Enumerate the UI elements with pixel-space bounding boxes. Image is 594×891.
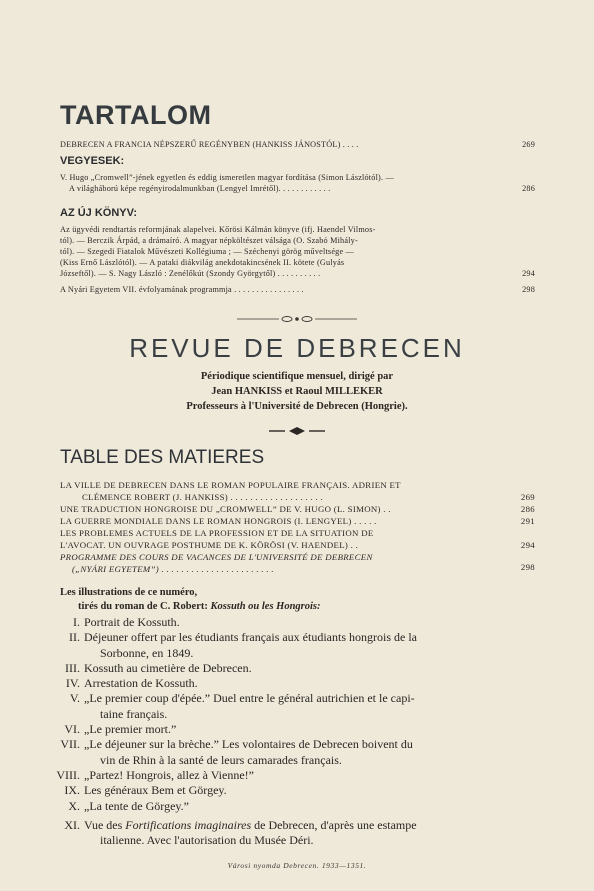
tartalom-heading: TARTALOM bbox=[60, 100, 212, 130]
toc-page-number: 286 bbox=[522, 184, 535, 193]
illustration-caption-continued: taine français. bbox=[100, 706, 168, 721]
illustration-number: X. bbox=[68, 798, 80, 813]
toc-entry-debrecen bbox=[60, 139, 535, 150]
illustration-caption: Les généraux Bem et Görgey. bbox=[84, 783, 227, 798]
toc-entry-nyari-egyetem: A Nyári Egyetem VII. évfolyamának programmja . . . . . . . . . . . . . . . . 298 bbox=[60, 285, 535, 294]
illustration-item bbox=[42, 676, 542, 691]
illustration-number: VI. bbox=[64, 722, 80, 737]
illustration-item bbox=[42, 630, 542, 661]
illustration-number: IX. bbox=[64, 783, 80, 798]
revue-affiliation: Professeurs à l'Université de Debrecen (Hongrie). bbox=[186, 401, 408, 412]
illustrations-heading: Les illustrations de ce numéro, tirés du roman de C. Robert: Kossuth ou les Hongrois: bbox=[60, 587, 321, 612]
toc-entry-vegyesek: V. Hugo „Cromwell”-jének egyetlen és eddig ismeretlen magyar fordítása (Simon Lászlótól). — A világháború képe regényirodalmunkban (Lengyel Imrétől). . . . . . . . . . . . 286 bbox=[60, 173, 535, 193]
table-page-number: 286 bbox=[520, 504, 535, 514]
toc-entry-uj-konyv: Az ügyvédi rendtartás reformjának alapelvei. Kőrösi Kálmán könyve (ifj. Haendel Vilmos- tól). — Berczik Árpád, a drámaíró. A magyar népköltészet válsága (O. Szabó Mihály- tól). — Szegedi Fiatalok Művészeti Kollégiuma ; — Széchenyi görög műveltsége — (Kiss Ernő Lászlótól). — A pataki diákvilág anekdotakincsének II. kötete (Gulyás Józseftől). — S. Nagy László : Zenélőkút (Szondy Györgytől) . . . . . . . . . . 294 bbox=[60, 225, 535, 278]
illustration-item bbox=[42, 768, 542, 783]
illustration-caption: Portrait de Kossuth. bbox=[84, 615, 180, 629]
table-entry-2: UNE TRADUCTION HONGROISE DU „CROMWELL” DE V. HUGO (L. SIMON) . . 286 bbox=[60, 504, 535, 514]
illustration-item bbox=[42, 722, 542, 737]
illustration-number: VIII. bbox=[56, 767, 80, 782]
toc-entry-text: DEBRECEN A FRANCIA NÉPSZERŰ REGÉNYBEN (HANKISS JÁNOSTÓL) . . . . bbox=[60, 140, 359, 149]
divider-ornament bbox=[0, 426, 594, 436]
table-page-number: 269 bbox=[520, 492, 535, 502]
vegyesek-heading: VEGYESEK: bbox=[60, 155, 125, 167]
illustration-caption: Arrestation de Kossuth. bbox=[84, 676, 198, 691]
table-entry-1: LA VILLE DE DEBRECEN DANS LE ROMAN POPULAIRE FRANÇAIS. ADRIEN ET CLÉMENCE ROBERT (J. HANKISS) . . . . . . . . . . . . . . . . . . . 269 bbox=[60, 480, 535, 502]
illustration-caption: „Partez! Hongrois, allez à Vienne!” bbox=[84, 767, 254, 782]
illustration-caption: „Le premier coup d'épée.” Duel entre le général autrichien et le capi- bbox=[84, 691, 415, 706]
illustration-number: I. bbox=[73, 615, 80, 629]
illustration-item bbox=[42, 615, 542, 630]
illustration-caption: „Le déjeuner sur la brèche.” Les volontaires de Debrecen boivent du bbox=[84, 737, 413, 752]
toc-page-number: 298 bbox=[522, 285, 535, 294]
illustration-number: V. bbox=[69, 691, 80, 706]
illustration-caption-continued: Sorbonne, en 1849. bbox=[100, 645, 194, 660]
divider-ornament bbox=[0, 314, 594, 324]
illustration-item bbox=[42, 737, 542, 768]
printer-imprint: Városi nyomda Debrecen. 1933—1351. bbox=[227, 861, 367, 870]
illustration-number: III. bbox=[65, 660, 80, 675]
table-page-number: 294 bbox=[520, 540, 535, 550]
illustration-number: II. bbox=[69, 630, 80, 645]
revue-subtitle: Périodique scientifique mensuel, dirigé par bbox=[200, 371, 394, 382]
toc-page-number: 294 bbox=[522, 269, 535, 278]
illustration-item-xi: XI. Vue des Fortifications imaginaires de Debrecen, d'après une estampe italienne. Avec l'autorisation du Musée Déri. bbox=[64, 818, 417, 848]
table-page-number: 298 bbox=[520, 562, 535, 572]
illustration-item bbox=[42, 783, 542, 798]
illustration-number: IV. bbox=[65, 676, 80, 691]
revue-title: REVUE DE DEBRECEN bbox=[129, 333, 465, 363]
illustration-caption-continued: vin de Rhin à la santé de leurs camarades français. bbox=[100, 752, 342, 767]
illustration-item bbox=[42, 799, 542, 814]
illustrations-list bbox=[42, 615, 542, 814]
illustration-item bbox=[42, 661, 542, 676]
illustration-number: VII. bbox=[60, 737, 80, 752]
table-entry-4: LES PROBLEMES ACTUELS DE LA PROFESSION ET DE LA SITUATION DE L'AVOCAT. UN OUVRAGE POSTHUME DE K. KÖRÖSI (V. HAENDEL) . . 294 bbox=[60, 528, 535, 550]
table-page-number: 291 bbox=[520, 516, 535, 526]
table-des-matieres-heading: TABLE DES MATIERES bbox=[60, 447, 265, 468]
illustration-caption: „Le premier mort.” bbox=[84, 722, 177, 737]
toc-page-number: 269 bbox=[522, 140, 535, 149]
illustration-caption: „La tente de Görgey.” bbox=[84, 798, 189, 813]
table-entry-5: PROGRAMME DES COURS DE VACANCES DE L'UNIVERSITÉ DE DEBRECEN („NYÁRI EGYETEM”) . . . . . . . . . . . . . . . . . . . . . . . 298 bbox=[60, 552, 535, 574]
illustration-caption: Kossuth au cimetière de Debrecen. bbox=[84, 660, 252, 675]
table-entry-3: LA GUERRE MONDIALE DANS LE ROMAN HONGROIS (I. LENGYEL) . . . . . 291 bbox=[60, 516, 535, 526]
illustration-caption: Déjeuner offert par les étudiants français aux étudiants hongrois de la bbox=[84, 630, 417, 645]
revue-editors: Jean HANKISS et Raoul MILLEKER bbox=[211, 386, 383, 397]
uj-konyv-heading: AZ ÚJ KÖNYV: bbox=[60, 207, 138, 219]
illustration-item bbox=[42, 691, 542, 722]
